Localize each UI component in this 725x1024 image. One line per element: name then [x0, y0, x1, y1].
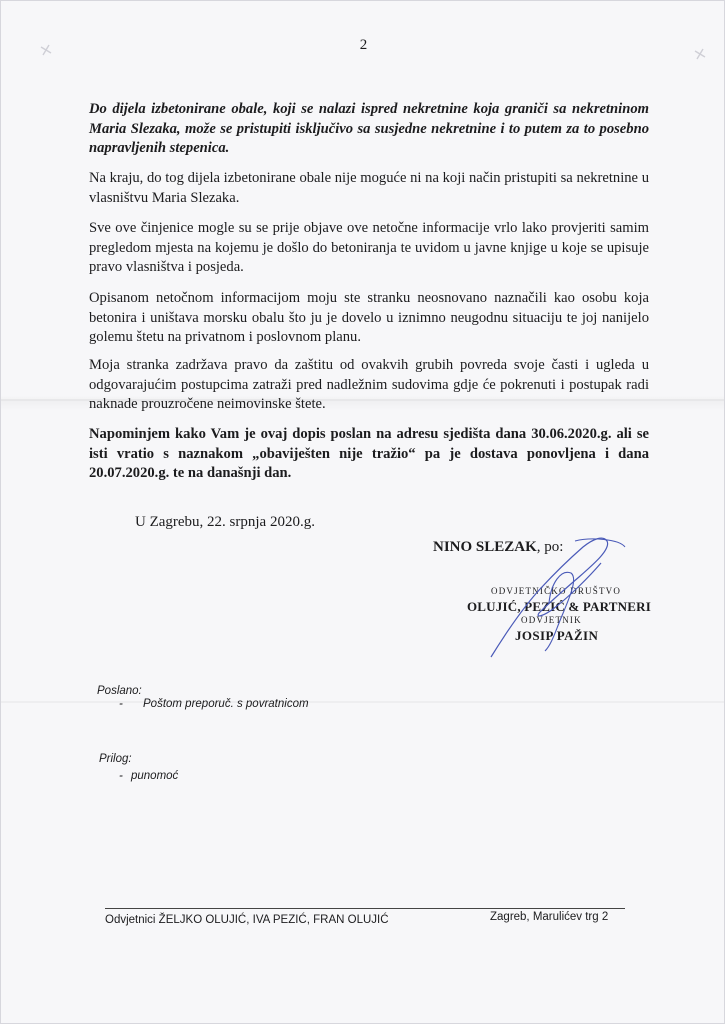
sent-dash: -	[119, 698, 123, 710]
handwritten-signature	[479, 533, 629, 663]
sent-method: Poštom preporuč. s povratnicom	[143, 698, 309, 710]
footer-address: Zagreb, Marulićev trg 2	[490, 911, 609, 923]
signatory-suffix: , po:	[536, 539, 564, 555]
attachment-item: punomoć	[131, 770, 179, 782]
paragraph-delivery-note: Napominjem kako Vam je ovaj dopis poslan na adresu sjedišta dana 30.06.2020.g. ali se isti vratio s naznakom „obaviješten nije tražio“ pa je dostava ponovljena i dana 20.07.2020.g. te na današnji dan.	[89, 426, 649, 482]
place-and-date: U Zagrebu, 22. srpnja 2020.g.	[135, 514, 315, 530]
footer-lawyers: Odvjetnici ŽELJKO OLUJIĆ, IVA PEZIĆ, FRAN OLUJIĆ	[105, 914, 389, 926]
paragraph-rights: Moja stranka zadržava pravo da zaštitu od ovakvih grubih povreda svoje časti i ugleda u odgovarajućim postupcima zatraži pred nadležnim sudovima gdje će pokrenuti i postupak radi naknade prouzročene neimovinske štete.	[89, 357, 649, 413]
paragraph-no-access: Na kraju, do tog dijela izbetonirane obale nije moguće ni na koji način pristupiti sa nekretnine u vlasništvu Maria Slezaka.	[89, 170, 649, 206]
attachment-label: Prilog:	[99, 753, 132, 765]
attachment-dash: -	[119, 770, 123, 782]
lawyer-role: ODVJETNIK	[521, 615, 582, 625]
paragraph-misinformation: Opisanom netočnom informacijom moju ste stranku neosnovano naznačili kao osobu koja betonira i uništava morsku obalu što ju je dovelo u iznimno neugodnu situaciju te joj nanijelo golemu štetu na privatnom i poslovnom planu.	[89, 290, 649, 346]
page-number: 2	[359, 37, 368, 53]
firm-name: OLUJIĆ, PEZIĆ & PARTNERI	[467, 599, 651, 614]
sent-label: Poslano:	[97, 685, 142, 697]
signatory-name: NINO SLEZAK	[433, 539, 537, 555]
firm-caption: ODVJETNIČKO DRUŠTVO	[491, 586, 622, 596]
lawyer-name: JOSIP PAŽIN	[515, 628, 599, 643]
footer-divider	[105, 908, 625, 909]
fold-line	[1, 701, 725, 703]
paragraph-facts: Sve ove činjenice mogle su se prije objave ove netočne informacije vrlo lako provjeriti samim pregledom mjesta na kojemu je došlo do betoniranja te uvidom u javne knjige u koje se upisuje pravo vlasništva i posjeda.	[89, 220, 649, 276]
paragraph-access: Do dijela izbetonirane obale, koji se nalazi ispred nekretnine koja graniči sa nekretninom Maria Slezaka, može se pristupiti isključivo sa susjedne nekretnine i to putem za to posebno napravljenih stepenica.	[89, 101, 649, 157]
